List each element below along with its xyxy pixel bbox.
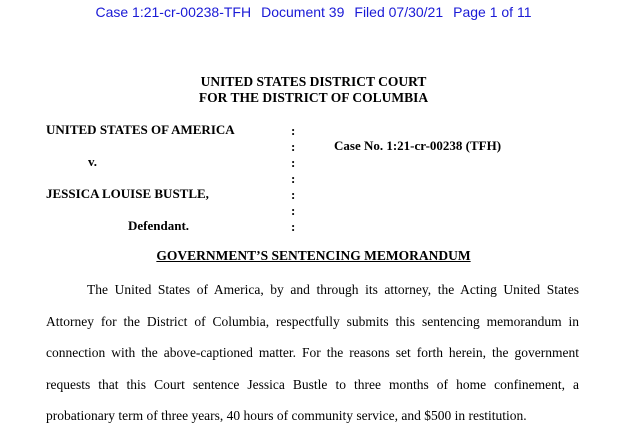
caption-colon: : [291, 139, 296, 154]
filed-date-header: Filed 07/30/21 [354, 4, 444, 20]
court-name: UNITED STATES DISTRICT COURT [200, 74, 427, 89]
caption-colon: : [291, 203, 296, 218]
court-heading [0, 74, 627, 106]
caption-colon: : [291, 171, 296, 186]
document-number-header: Document 39 [261, 4, 345, 20]
versus-label: v. [88, 154, 98, 169]
plaintiff-name: UNITED STATES OF AMERICA [46, 122, 235, 137]
case-number: Case No. 1:21-cr-00238 (TFH) [334, 138, 502, 153]
page-number-header: Page 1 of 11 [453, 4, 532, 20]
court-district: FOR THE DISTRICT OF COLUMBIA [198, 90, 429, 105]
caption-colon: : [291, 155, 296, 170]
memorandum-paragraph: The United States of America, by and through its attorney, the Acting United States Attorney for the District of Columbia, respectfully submits this sentencing memorandum in connection with the above-captioned matter. For the reasons set forth herein, the government requests that this Court sentence Jessica Bustle to three months of home confinement, a probationary term of three years, 40 hours of community service, and $500 in restitution. [46, 282, 579, 423]
defendant-name: JESSICA LOUISE BUSTLE, [46, 186, 209, 201]
filing-header [0, 4, 627, 20]
memorandum-title: GOVERNMENT’S SENTENCING MEMORANDUM [156, 248, 471, 263]
caption-colon: : [291, 187, 296, 202]
caption-colon: : [291, 219, 296, 234]
defendant-label: Defendant. [128, 218, 190, 233]
caption-colon: : [291, 123, 296, 138]
case-number-header: Case 1:21-cr-00238-TFH [95, 4, 252, 20]
